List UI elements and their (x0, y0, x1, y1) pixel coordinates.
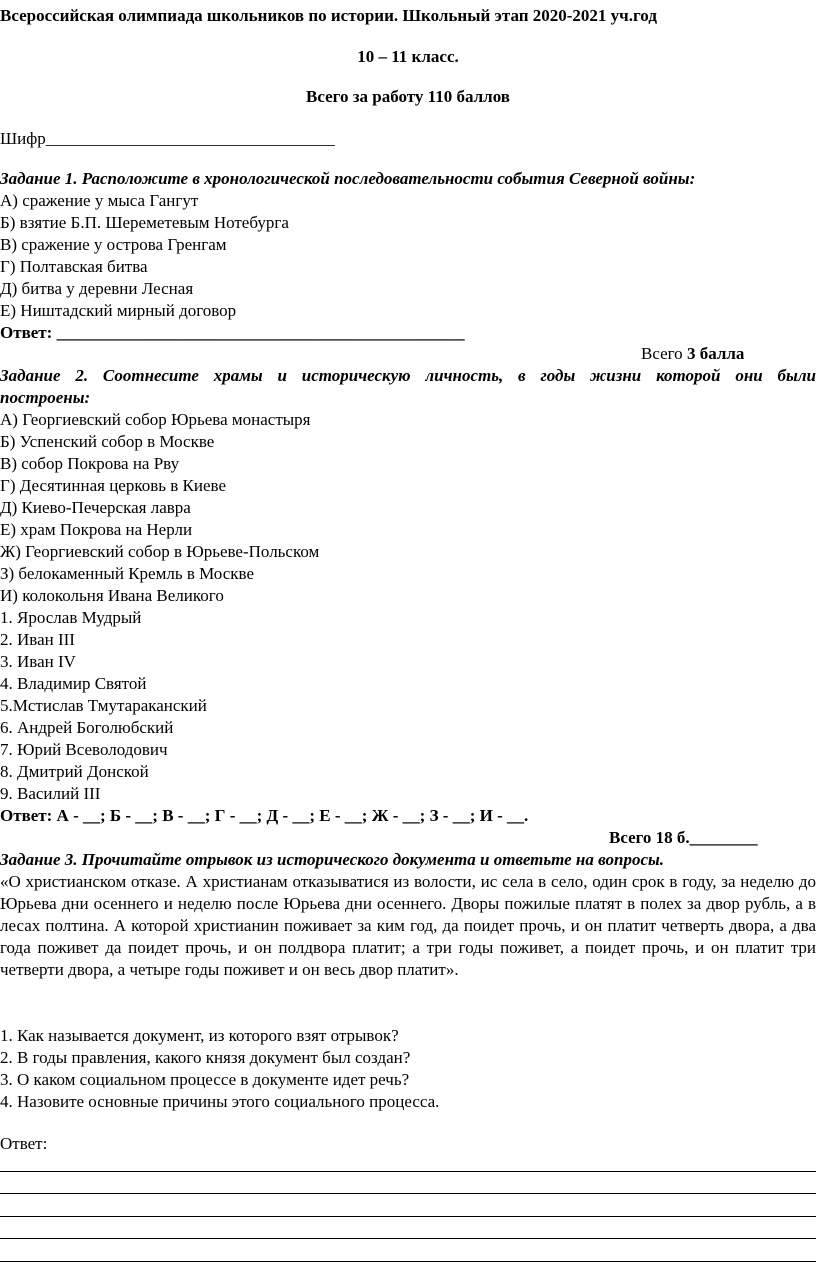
task2-item: 5.Мстислав Тмутараканский (0, 696, 207, 715)
answer-writing-line[interactable] (0, 1238, 816, 1239)
task1-item: Е) Ништадский мирный договор (0, 301, 237, 320)
answer-writing-line[interactable] (0, 1193, 816, 1194)
task2-item: 2. Иван III (0, 630, 75, 649)
answer-writing-line[interactable] (0, 1261, 816, 1262)
answer-writing-line[interactable] (0, 1171, 816, 1172)
task3-question: 3. О каком социальном процессе в документе идет речь? (0, 1070, 410, 1089)
task3-passage: «О христианском отказе. А христианам отказыватися из волости, ис села в село, один срок в году, за неделю до Юрьева дни осеннего и неделю после Юрьева дни осеннего. Дворы пожилые платят в полех за двор рубль, а в лесах полтина. А которой христианин поживает за ким год, да поидет прочь, и он платит четверть двора, а два года поживет да поидет прочь, и он полдвора платит; а три годы поживет, а поидет прочь, и он платит три четверти двора, а четыре годы поживет и он весь двор платит». (0, 872, 816, 979)
task1-answer-label: Ответ: (0, 323, 53, 342)
task3-question: 2. В годы правления, какого князя документ был создан? (0, 1048, 411, 1067)
answer-writing-line[interactable] (0, 1216, 816, 1217)
task1-item: Б) взятие Б.П. Шереметевым Нотебурга (0, 213, 289, 232)
task2-item: 7. Юрий Всеволодович (0, 740, 168, 759)
cipher-blank: __________________________________ (45, 129, 335, 148)
task2-item: 3. Иван IV (0, 652, 76, 671)
task1-heading: Задание 1. Расположите в хронологической последовательности события Северной войны: (0, 169, 696, 188)
task1-answer (0, 322, 465, 344)
task2-heading-line1: Задание 2. Соотнесите храмы и историческую личность, в годы жизни которой они были (0, 366, 816, 385)
total-score-label: Всего за работу 110 баллов (306, 87, 510, 106)
task2-item: 9. Василий III (0, 784, 101, 803)
task1-score-prefix: Всего (641, 344, 687, 363)
task2-answer-line: Ответ: А - __; Б - __; В - __; Г - __; Д - __; Е - __; Ж - __; З - __; И - __. (0, 806, 529, 825)
document-title: Всероссийская олимпиада школьников по истории. Школьный этап 2020-2021 уч.год (0, 6, 657, 25)
task2-item: И) колокольня Ивана Великого (0, 586, 224, 605)
task2-score: Всего 18 б.________ (609, 828, 758, 847)
grade-label: 10 – 11 класс. (357, 47, 459, 66)
cipher-label: Шифр (0, 129, 46, 148)
task2-item: 1. Ярослав Мудрый (0, 608, 142, 627)
task1-item: Г) Полтавская битва (0, 257, 148, 276)
task2-item: Д) Киево-Печерская лавра (0, 498, 191, 517)
task1-item: В) сражение у острова Гренгам (0, 235, 227, 254)
task2-item: Е) храм Покрова на Нерли (0, 520, 193, 539)
cipher-field (0, 128, 335, 150)
task2-heading-line2: построены: (0, 388, 91, 407)
task1-score-value: 3 балла (686, 344, 745, 363)
task1-answer-blank: ________________________________________________ (56, 323, 465, 342)
task2-item: Ж) Георгиевский собор в Юрьеве-Польском (0, 542, 320, 561)
task3-question: 4. Назовите основные причины этого социального процесса. (0, 1092, 440, 1111)
task2-item: А) Георгиевский собор Юрьева монастыря (0, 410, 311, 429)
task2-item: В) собор Покрова на Рву (0, 454, 180, 473)
task3-heading: Задание 3. Прочитайте отрывок из исторического документа и ответьте на вопросы. (0, 850, 665, 869)
task2-item: 8. Дмитрий Донской (0, 762, 149, 781)
task1-item: А) сражение у мыса Гангут (0, 191, 199, 210)
task2-item: З) белокаменный Кремль в Москве (0, 564, 254, 583)
task1-item: Д) битва у деревни Лесная (0, 279, 194, 298)
task2-item: 4. Владимир Святой (0, 674, 147, 693)
task1-score (641, 343, 744, 365)
task2-item: 6. Андрей Боголюбский (0, 718, 174, 737)
task3-answer-label: Ответ: (0, 1134, 48, 1153)
task2-item: Б) Успенский собор в Москве (0, 432, 215, 451)
task2-item: Г) Десятинная церковь в Киеве (0, 476, 227, 495)
task3-question: 1. Как называется документ, из которого взят отрывок? (0, 1026, 399, 1045)
